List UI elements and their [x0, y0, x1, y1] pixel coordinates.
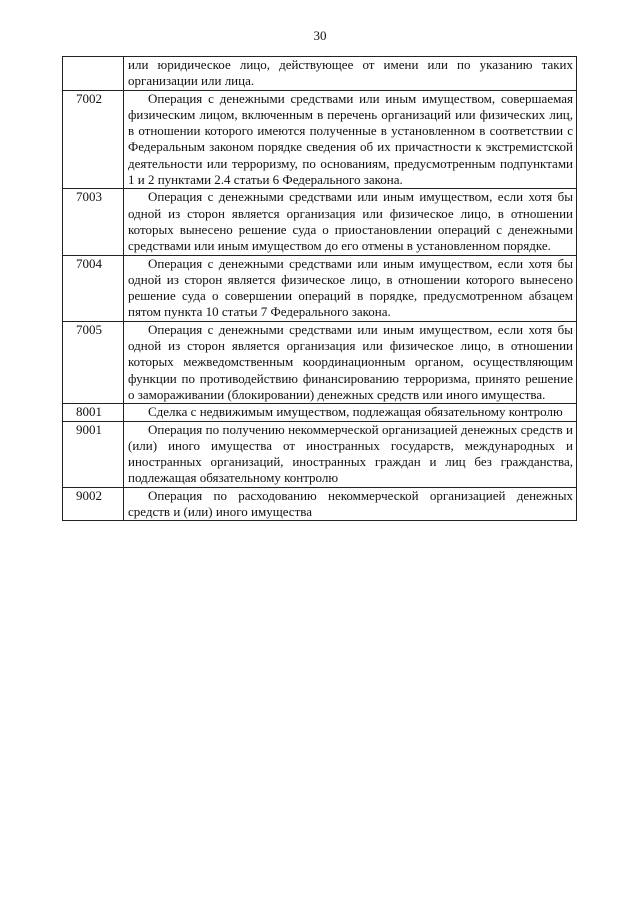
- description-cell: [124, 404, 577, 421]
- description-text: Операция по получению некоммерческой организацией денежных средств и (или) иного имущества от иностранных государств, международных и иностранных организаций, иностранных граждан и лиц без гражданства, подлежащая обязательному контролю: [128, 421, 573, 486]
- table-row: [63, 57, 577, 91]
- table-row: [63, 90, 577, 189]
- page-number: 30: [313, 28, 327, 43]
- operation-codes-table: [62, 56, 577, 521]
- description-text: Операция с денежными средствами или иным имуществом, если хотя бы одной из сторон является физическое лицо, в отношении которого вынесено решение суда о совершении операций в порядке, предусмотренном абзацем пятом пункта 10 статьи 7 Федерального закона.: [128, 255, 573, 320]
- table-row: [63, 321, 577, 403]
- code-cell: 8001: [63, 404, 124, 421]
- table-row: [63, 487, 577, 521]
- description-text: Операция с денежными средствами или иным имуществом, если хотя бы одной из сторон является организация или физическое лицо, в отношении которых вынесено решение суда о приостановлении операций с денежными средствами или иным имуществом до его отмены в установленном порядке.: [128, 189, 573, 254]
- table-row: [63, 189, 577, 255]
- description-cell: [124, 321, 577, 403]
- description-text: Операция с денежными средствами или иным имуществом, совершаемая физическим лицом, включенным в перечень организаций или физических лиц, в отношении которого имеются полученные в установленном в соответствии с Федеральным законом порядке сведения об их причастности к экстремистской деятельности или терроризму, по основаниям, предусмотренным подпунктами 1 и 2 пунктами 2.4 статьи 6 Федерального закона.: [128, 90, 573, 188]
- table-row: [63, 255, 577, 321]
- description-text: Сделка с недвижимым имуществом, подлежащая обязательному контролю: [148, 404, 563, 420]
- code-cell: 7003: [63, 189, 124, 255]
- description-text: или юридическое лицо, действующее от имени или по указанию таких организации или лица.: [128, 57, 573, 89]
- description-cell: [124, 487, 577, 521]
- table-row: [63, 404, 577, 421]
- description-cell: [124, 255, 577, 321]
- code-cell: 7005: [63, 321, 124, 403]
- code-cell: [63, 57, 124, 91]
- code-cell: 7004: [63, 255, 124, 321]
- description-cell: [124, 421, 577, 487]
- code-cell: 9001: [63, 421, 124, 487]
- description-text: Операция по расходованию некоммерческой организацией денежных средств и (или) иного имущества: [128, 487, 573, 520]
- description-cell: [124, 189, 577, 255]
- table-row: [63, 421, 577, 487]
- code-cell: 9002: [63, 487, 124, 521]
- description-text: Операция с денежными средствами или иным имуществом, если хотя бы одной из сторон является организация или физическое лицо, в отношении которых межведомственным координационным органом, осуществляющим функции по противодействию финансированию терроризма, принято решение о замораживании (блокировании) денежных средств или иного имущества.: [128, 321, 573, 402]
- description-cell: [124, 90, 577, 189]
- code-cell: 7002: [63, 90, 124, 189]
- description-cell: [124, 57, 577, 91]
